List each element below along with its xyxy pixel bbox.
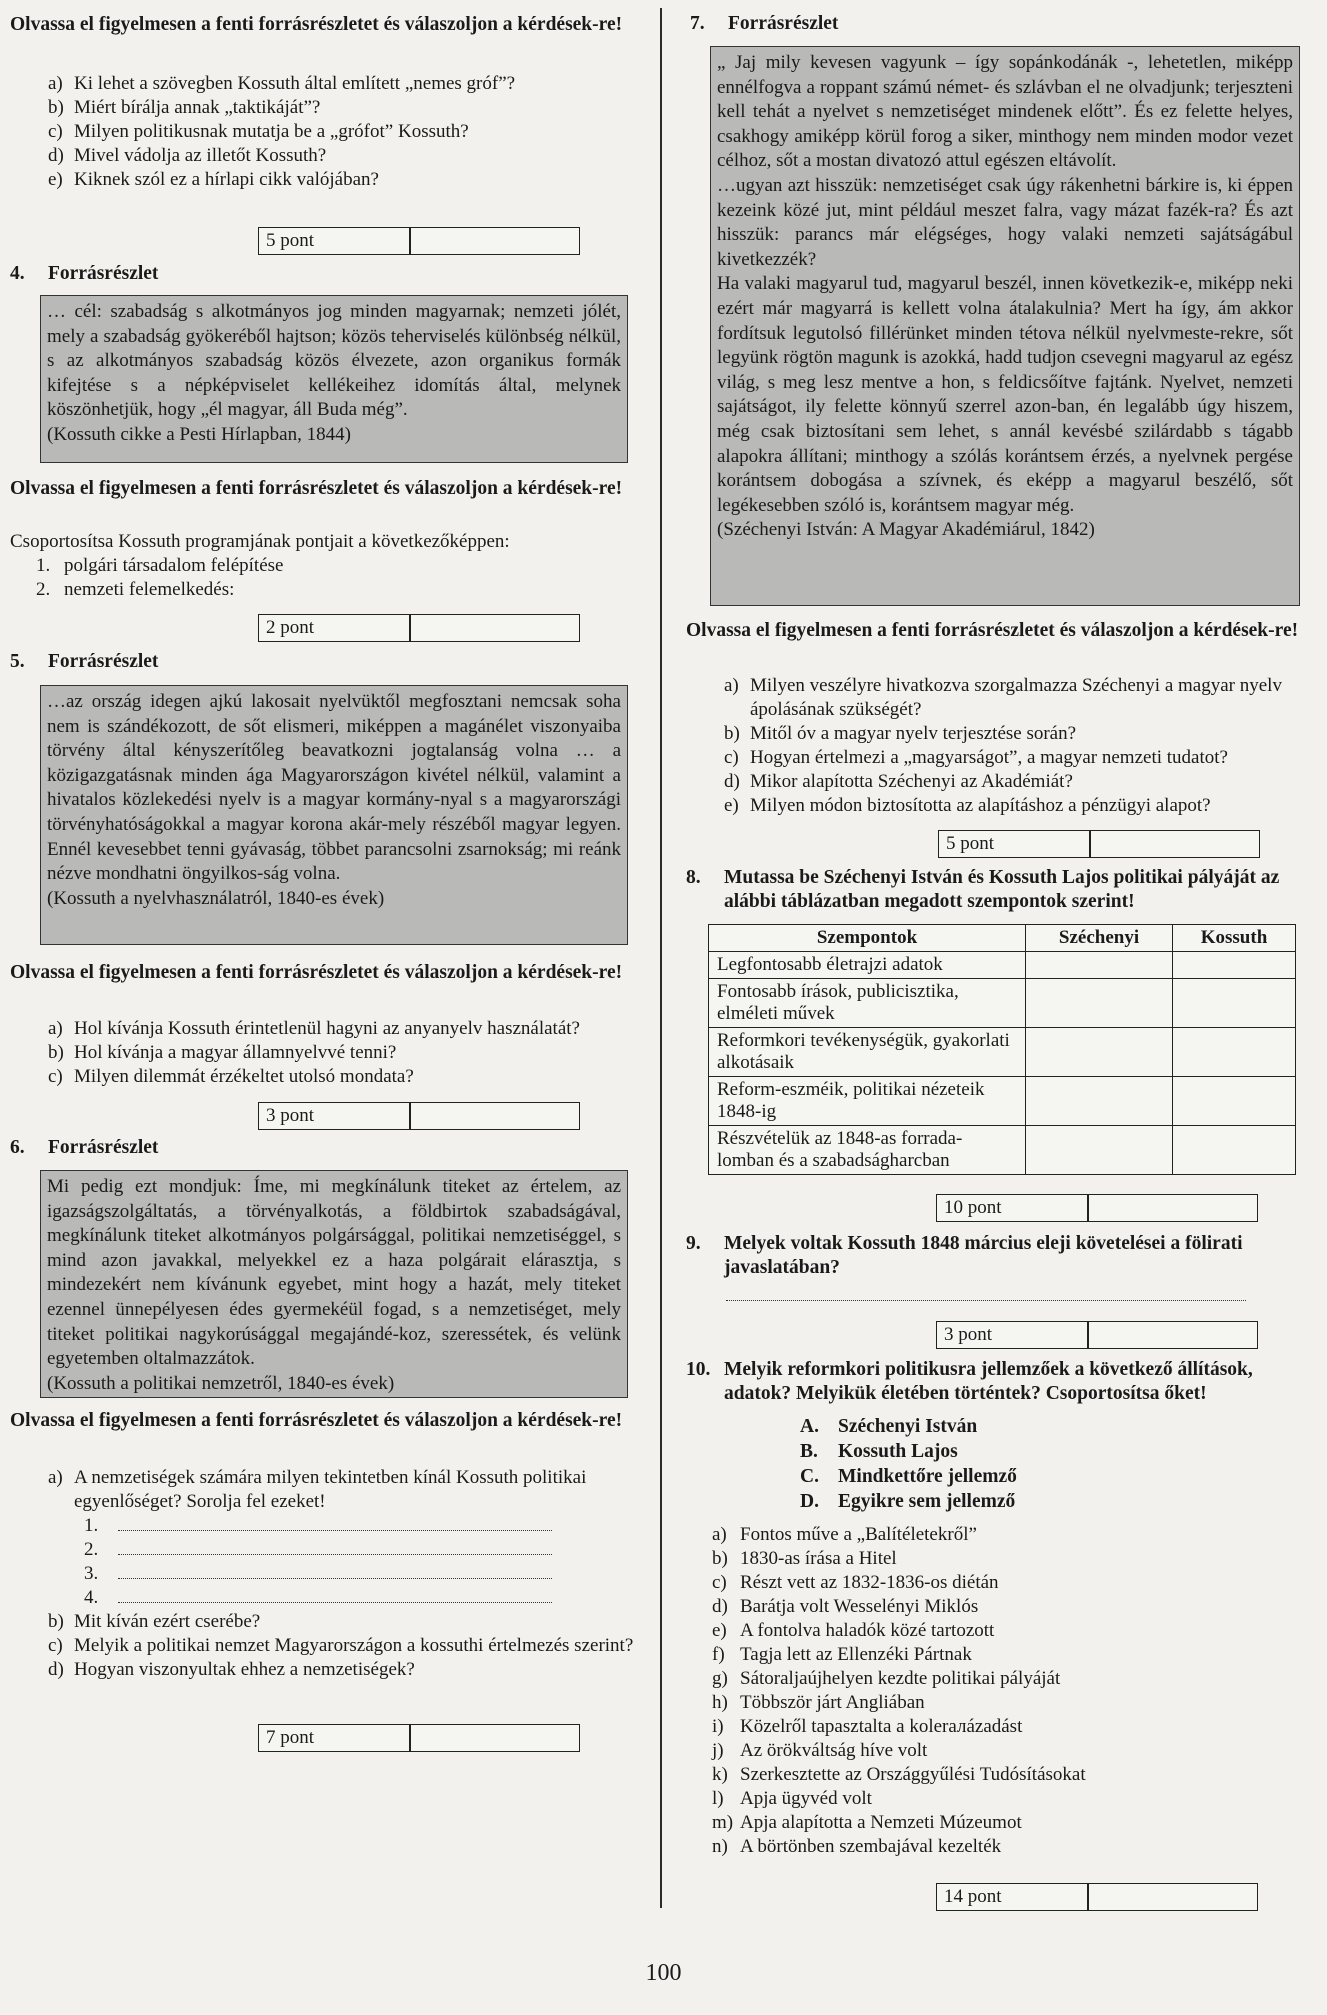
category-item: D. Egyikre sem jellemző [800, 1491, 1016, 1512]
task-list-4 [10, 554, 610, 602]
task-item: 1. polgári társadalom felépítése [36, 555, 284, 576]
column-divider [660, 8, 662, 1908]
section-heading-7: 7. Forrásrészlet [690, 13, 839, 34]
table-header: Szempontok [709, 925, 1026, 952]
answer-line[interactable]: 4. [84, 1586, 642, 1610]
question-list-3 [10, 72, 642, 192]
comparison-table [708, 924, 1296, 1175]
table-row: Legfontosabb életrajzi adatok [709, 952, 1296, 979]
score-box-10[interactable]: 14 pont [936, 1883, 1258, 1911]
instruction-5: Olvassa el figyelmesen a fenti forrásrészletet és válaszoljon a kérdések-re! [10, 962, 623, 983]
question-item: e) Kiknek szól ez a hírlapi cikk valójában? [48, 169, 379, 190]
question-item: c) Milyen politikusnak mutatja be a „grófot” Kossuth? [48, 121, 469, 142]
statement-item: n) A börtönben szembajával kezelték [712, 1836, 1002, 1857]
statement-item: a) Fontos műve a „Balítéletekről” [712, 1524, 977, 1545]
source-excerpt-5: …az ország idegen ajkú lakosait nyelvüktől megfosztani nemcsak soha nem is szándékozott, de sőt elismeri, miképpen a magánélet viszonyaiba törvény által kényszerítőleg beavatkozni jogtalanság volna … a közigazgatásnak minden ága Magyarországon kivétel nélkül, valamint a hivatalos közlekedési nyelv is a magyar kormány-nyal s a magyarországi törvényhatóságokkal a magyar korona akár-mely részéből magyar legyen. Ennél kevesebbet tenni gyávaság, többet parancsolni zsarnokság; mi reánk nézve mondhatni öngyilkos-ság volna. (Kossuth a nyelvhasználatról, 1840-es évek) [40, 685, 628, 945]
answer-line[interactable]: 1. [84, 1514, 642, 1538]
score-box-7[interactable]: 5 pont [938, 830, 1260, 858]
statement-item: f) Tagja lett az Ellenzéki Pártnak [712, 1644, 972, 1665]
question-item: c) Hogyan értelmezi a „magyarságot”, a magyar nemzeti tudatot? [724, 747, 1228, 768]
task-4: Csoportosítsa Kossuth programjának pontjait a következőképpen: [10, 531, 510, 552]
question-item: a) Milyen veszélyre hivatkozva szorgalmazza Széchenyi a magyar nyelv ápolásának szükségét? [724, 675, 1282, 720]
category-list [800, 1414, 1017, 1514]
statement-item: m) Apja alapította a Nemzeti Múzeumot [712, 1812, 1022, 1833]
table-row: Reform-eszméik, politikai nézeteik 1848-ig [709, 1077, 1296, 1126]
instruction-3: Olvassa el figyelmesen a fenti forrásrészletet és válaszoljon a kérdések-re! [10, 14, 623, 35]
statement-item: c) Részt vett az 1832-1836-os diétán [712, 1572, 999, 1593]
statement-item: i) Közelről tapasztalta a kolerалázadást [712, 1716, 1023, 1737]
source-excerpt-4: … cél: szabadság s alkotmányos jog minden magyarnak; nemzeti jólét, mely a szabadság gyökeréből hajtson; közös teherviselés különbség nélkül, s az alkotmányos szabadság közös élvezete, azon organikus formák kifejtése s a népképviselet kellékeihez idomítás által, melynek köszönhetjük, hogy „él magyar, áll Buda még”. (Kossuth cikke a Pesti Hírlapban, 1844) [40, 295, 628, 463]
question-item: b) Hol kívánja a magyar államnyelvvé tenni? [48, 1042, 397, 1063]
source-excerpt-7: „ Jaj mily kevesen vagyunk – így sopánkodánák -, lehetetlen, miképp ennélfogva a roppant számú német- és szlávban el ne olvadjunk; terjeszteni kell tehát a nyelvet s nemzetiséget mindenek előtt”. És ez felette helyes, csakhogy amiképp körül forog a siker, minthogy nem minden modor vezet célhoz, sőt a mostan divatozó attul egészen eltávolít. …ugyan azt hisszük: nemzetiséget csak úgy rákenhetni bárkire is, ki éppen kezeink közé jut, mint például meszet falra, vagy mázat fazék-ra? És azt hisszük: parancs már elégséges, hogy valaki nemzeti sajátságábul kivetkezzék? Ha valaki magyarul tud, magyarul beszél, innen következik-e, miképp neki ezért már magyarrá is kellett volna átalakulnia? Mert ha így, ám akkor fordítsuk legutolsó fillérünket minden tétova nélkül nyelvmeste-rekre, sőt legyünk rögtön magunk is azokká, hadd tudjon csevegni magyarul az egész világ, s meg lesz mentve a hon, s feldicsőítve fajtánk. Nyelvet, nemzeti sajátságot, ily felette könnyű szerrel azon-ban, én legalább úgy hiszem, még csak biztosítani sem lehet, s annál kevésbé szilárdabb s tágabb alapokra állítani; minthogy a szólás korántsem érzés, a nyelvnek pergése korántsem dobogása a szívnek, és eképp a magyarul beszélő, sőt legékesebben szóló is, korántsem magyar még. (Széchenyi István: A Magyar Akadémiárul, 1842) [710, 46, 1300, 606]
category-item: B. Kossuth Lajos [800, 1441, 958, 1462]
instruction-6: Olvassa el figyelmesen a fenti forrásrészletet és válaszoljon a kérdések-re! [10, 1410, 623, 1431]
statement-item: d) Barátja volt Wesselényi Miklós [712, 1596, 979, 1617]
statement-item: j) Az örökváltság híve volt [712, 1740, 928, 1761]
score-box-5[interactable]: 3 pont [258, 1102, 580, 1130]
table-row: Részvételük az 1848-as forrada-lomban és a szabadságharcban [709, 1126, 1296, 1175]
answer-line[interactable]: 2. [84, 1538, 642, 1562]
question-item: b) Mitől óv a magyar nyelv terjesztése során? [724, 723, 1077, 744]
statement-item: e) A fontolva haladók közé tartozott [712, 1620, 995, 1641]
question-item: a) A nemzetiségek számára milyen tekintetben kínál Kossuth politikai egyenlőséget? Sorolja fel ezeket! [48, 1467, 587, 1512]
question-list-5 [10, 1017, 642, 1089]
statement-item: b) 1830-as írása a Hitel [712, 1548, 897, 1569]
question-item: c) Melyik a politikai nemzet Magyarországon a kossuthi értelmezés szerint? [48, 1635, 634, 1656]
score-box-8[interactable]: 10 pont [936, 1194, 1258, 1222]
source-excerpt-6: Mi pedig ezt mondjuk: Íme, mi megkínálunk titeket az értelem, az igazságszolgáltatás, a törvényalkotás, a földbirtok szabadságával, megkínálunk titeket alkotmányos polgársággal, politikai nemzetiséggel, s mind azon javakkal, melyekkel ez a haza polgárait elárasztja, s mindezekért nem kívánunk egyebet, mint hogy a hazát, mely titeket ezennel ünnepélyesen édes gyermekéül fogad, s a nemzetiséget, mely titeket politikai nagykorúsággal megajándé-koz, szeressétek, és velünk egyetemben oltalmazzátok. (Kossuth a politikai nemzetről, 1840-es évek) [40, 1170, 628, 1398]
page-number: 100 [645, 1960, 682, 1986]
question-item: d) Mivel vádolja az illetőt Kossuth? [48, 145, 327, 166]
question-list-7 [686, 674, 1322, 818]
question-list-6 [10, 1466, 642, 1682]
section-heading-6: 6. Forrásrészlet [10, 1137, 159, 1158]
question-item: b) Mit kíván ezért cserébe? [48, 1611, 261, 1632]
instruction-4: Olvassa el figyelmesen a fenti forrásrészletet és válaszoljon a kérdések-re! [10, 478, 623, 499]
question-item: c) Milyen dilemmát érzékeltet utolsó mondata? [48, 1066, 414, 1087]
section-heading-5: 5. Forrásrészlet [10, 651, 159, 672]
question-item: a) Ki lehet a szövegben Kossuth által említett „nemes gróf”? [48, 73, 516, 94]
table-row: Fontosabb írások, publicisztika, elméleti művek [709, 979, 1296, 1028]
question-item: a) Hol kívánja Kossuth érintetlenül hagyni az anyanyelv használatát? [48, 1018, 580, 1039]
table-row: Reformkori tevékenységük, gyakorlati alkotásaik [709, 1028, 1296, 1077]
table-header: Széchenyi [1026, 925, 1173, 952]
statement-item: k) Szerkesztette az Országgyűlési Tudósításokat [712, 1764, 1086, 1785]
statement-item: h) Többször járt Angliában [712, 1692, 925, 1713]
question-item: e) Milyen módon biztosította az alapításhoz a pénzügyi alapot? [724, 795, 1211, 816]
statement-list [686, 1523, 1306, 1859]
question-item: b) Miért bírálja annak „taktikáját”? [48, 97, 321, 118]
section-heading-4: 4. Forrásrészlet [10, 263, 159, 284]
instruction-7: Olvassa el figyelmesen a fenti forrásrészletet és válaszoljon a kérdések-re! [686, 620, 1299, 641]
score-box-9[interactable]: 3 pont [936, 1321, 1258, 1349]
table-header: Kossuth [1173, 925, 1296, 952]
answer-line-9[interactable] [726, 1288, 1246, 1301]
statement-item: g) Sátoraljaújhelyen kezdte politikai pályáját [712, 1668, 1061, 1689]
question-item: d) Hogyan viszonyultak ehhez a nemzetiségek? [48, 1659, 415, 1680]
category-item: A. Széchenyi István [800, 1416, 978, 1437]
score-box-3[interactable]: 5 pont [258, 227, 580, 255]
answer-lines [10, 1514, 642, 1610]
section-heading-8: 8. Mutassa be Széchenyi István és Kossuth Lajos politikai pályáját az alábbi táblázatban megadott szempontok szerint! [686, 867, 1280, 912]
section-heading-9: 9. Melyek voltak Kossuth 1848 március eleji követelései a fölirati javaslatában? [686, 1233, 1243, 1278]
score-box-4[interactable]: 2 pont [258, 614, 580, 642]
task-item: 2. nemzeti felemelkedés: [36, 579, 235, 600]
question-item: d) Mikor alapította Széchenyi az Akadémiát? [724, 771, 1073, 792]
section-heading-10: 10. Melyik reformkori politikusra jellemzőek a következő állítások, adatok? Melyikük életében történtek? Csoportosítsa őket! [686, 1359, 1253, 1404]
score-box-6[interactable]: 7 pont [258, 1724, 580, 1752]
statement-item: l) Apja ügyvéd volt [712, 1788, 872, 1809]
category-item: C. Mindkettőre jellemző [800, 1466, 1017, 1487]
answer-line[interactable]: 3. [84, 1562, 642, 1586]
